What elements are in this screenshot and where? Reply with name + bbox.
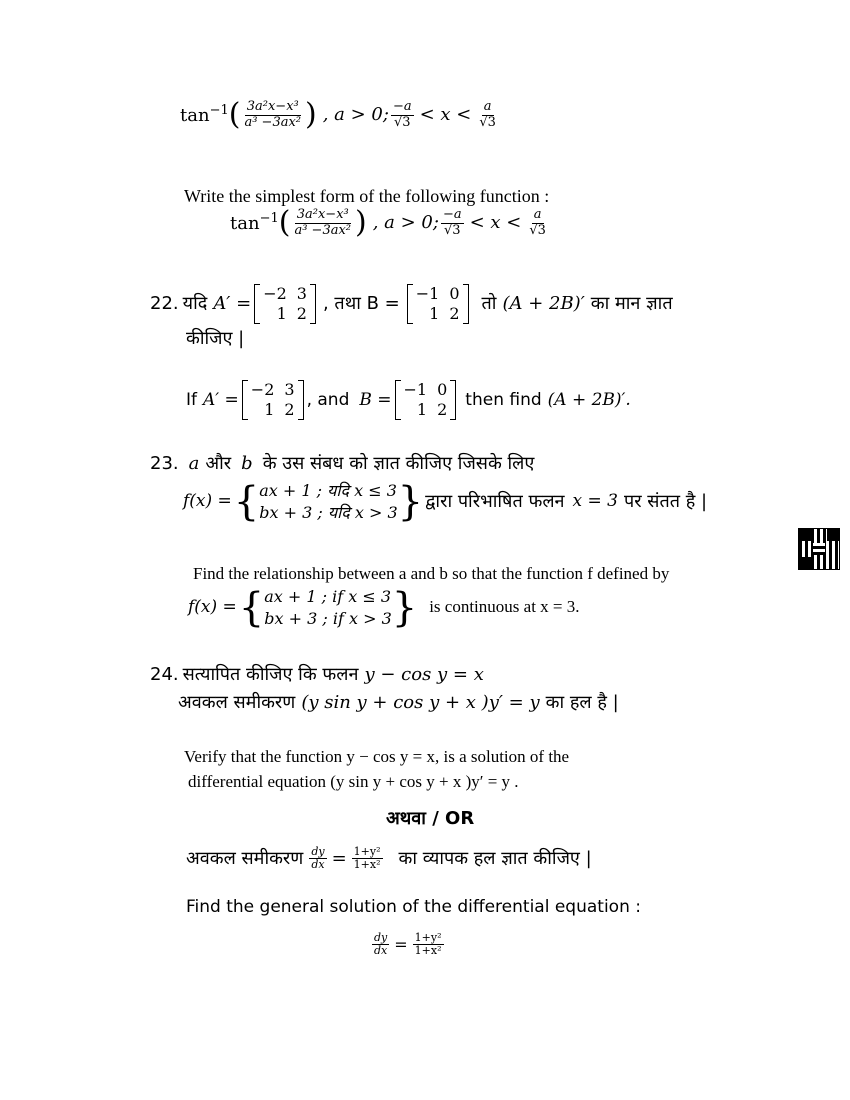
or-label: अथवा / OR [386,808,475,829]
q23-english-line1: Find the relationship between a and b so that the function f defined by [193,564,670,583]
neg-a-over-root3: $\frac{-a}{√3}$ [392,99,412,130]
q24-english-line2: differential equation (y sin y + cos y + x )y′ = y . [188,772,519,791]
q24-or-hindi-line: अवकल समीकरण $\frac{dy}{dx}$ = $\frac{\text{1+y²}}{\text{1+x²}}$ का व्यापक हल ज्ञात कीजिए | [186,845,592,872]
tan-fraction: $\frac{\text{3a²x−x³}}{\text{a³ −3ax²}}$ [244,99,302,130]
q24-number: 24. [150,664,179,685]
qr-code [798,528,840,570]
matrix-a: −2 3 1 2 [254,284,316,324]
piecewise-english: { ax + 1 ; if x ≤ 3 bx + 3 ; if x > 3 } [238,584,418,631]
q24-or-english-equation: $\frac{dy}{dx}$ = $\frac{\text{1+y²}}{\text{1+x²}}$ [374,931,442,958]
q24-english-line1: Verify that the function y − cos y = x, is a solution of the [184,747,570,766]
dy-dx: $\frac{dy}{dx}$ [311,845,325,872]
q24-hindi-line1: 24. सत्यापित कीजिए कि फलन y − cos y = x [150,664,484,685]
matrix-b: −1 0 1 2 [407,284,469,324]
q21-english-formula: $\tan^{-1}$ ( $\frac{\text{3a²x−x³}}{\text{a³ −3ax²}}$ ) , a > 0; $\frac{-a}{√3}$ < x < $\frac{a}{√3}$ [230,205,546,240]
q22-english-line: If A′ = −2 3 1 2 , and B = −1 0 1 2 then find (A + 2B)′. [186,380,631,419]
q22-number: 22. [150,293,179,315]
top-formula: $\tan^{-1}$ ( $\frac{\text{3a²x−x³}}{\text{a³ −3ax²}}$ ) , a > 0; $\frac{-a}{√3}$ < x < $\frac{a}{√3}$ [180,97,496,132]
q22-hindi-line1: 22. यदि A′ = −2 3 1 2 , तथा B = −1 0 1 2 तो (A + 2B)′ का मान ज्ञात [150,284,673,323]
a-over-root3: $\frac{a}{√3}$ [479,99,496,130]
tan-inverse: $\tan^{-1}$ [180,103,229,127]
q23-number: 23. [150,453,179,474]
q21-english-text: Write the simplest form of the following function : [184,186,550,206]
q24-or-english-text: Find the general solution of the differential equation : [186,897,641,917]
rhs-fraction: $\frac{\text{1+y²}}{\text{1+x²}}$ [353,845,381,872]
q23-hindi-function: f(x) = { ax + 1 ; यदि x ≤ 3 bx + 3 ; यदि x > 3 } द्वारा परिभाषित फलन x = 3 पर संतत है | [183,478,708,525]
q23-english-function: f(x) = { ax + 1 ; if x ≤ 3 bx + 3 ; if x > 3 } is continuous at x = 3. [188,584,580,631]
q24-hindi-line2: अवकल समीकरण (y sin y + cos y + x )y′ = y का हल है | [178,692,619,713]
q23-hindi-line1: 23. a और b के उस संबध को ज्ञात कीजिए जिसके लिए [150,453,535,474]
q22-hindi-line2: कीजिए | [186,328,245,349]
piecewise-hindi: { ax + 1 ; यदि x ≤ 3 bx + 3 ; यदि x > 3 } [233,478,424,525]
